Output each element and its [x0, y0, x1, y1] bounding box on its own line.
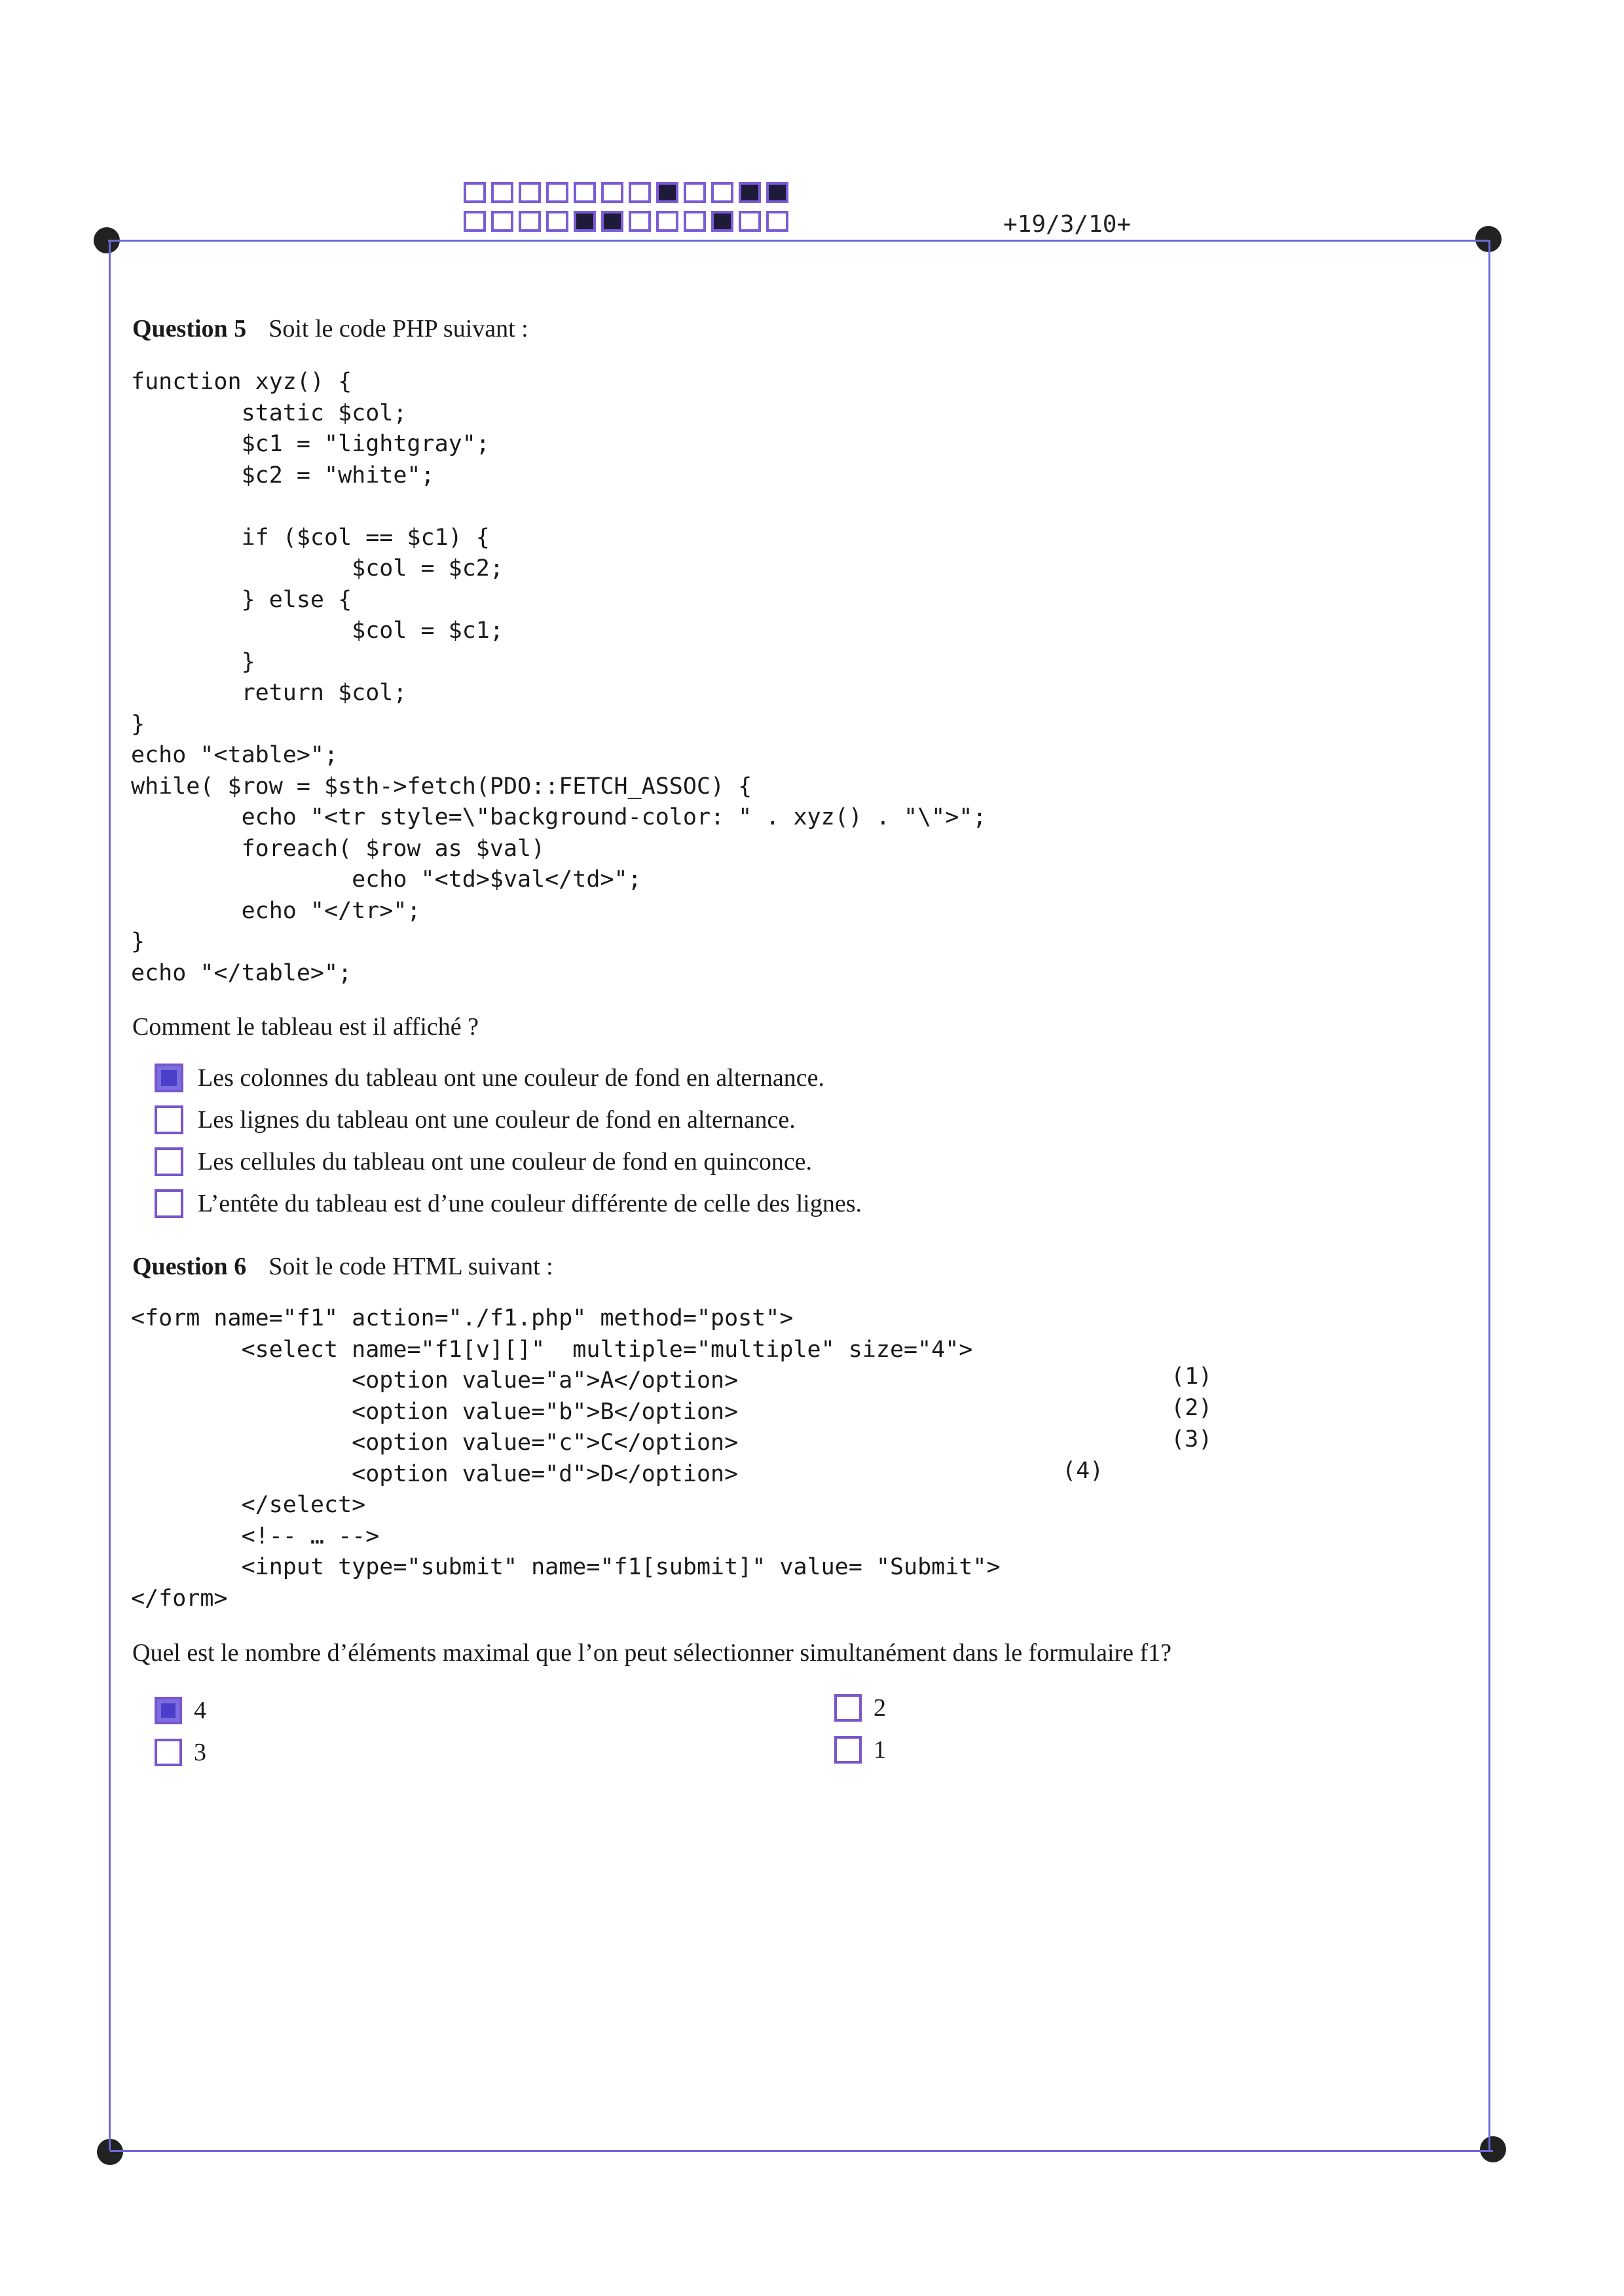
line-number-4: (4) — [1062, 1458, 1104, 1484]
code-row-2-box-6 — [601, 211, 623, 232]
line-number-1: (1) — [1171, 1363, 1213, 1390]
q5-choice-label-3: Les cellules du tableau ont une couleur de fond en quinconce. — [198, 1148, 813, 1176]
registration-mark-bottom-right — [1480, 2136, 1506, 2162]
q5-choice-3[interactable] — [155, 1147, 812, 1176]
frame-top — [108, 240, 1490, 242]
code-row-1-box-4 — [546, 182, 568, 203]
q5-choice-1[interactable] — [155, 1064, 824, 1092]
frame-bottom — [110, 2150, 1493, 2152]
q6-checkbox-3[interactable] — [155, 1739, 182, 1766]
html-code-block: <form name="f1" action="./f1.php" method="post"> <select name="f1[v][]" multiple="multiple" size="4"> <option value="a">A</option> <option value="b">B</option> <option value="c">C</option> <option value="d">D</option> </select> <!-- … --> <input type="submit" name="f1[submit]" value= "Submit"> </form> — [131, 1305, 1001, 1612]
q5-checkbox-3[interactable] — [155, 1147, 183, 1176]
q5-choice-label-1: Les colonnes du tableau ont une couleur de fond en alternance. — [198, 1064, 825, 1092]
q5-choice-4[interactable] — [155, 1189, 862, 1218]
code-row-1-box-2 — [491, 182, 513, 203]
question-5-prompt: Comment le tableau est il affiché ? — [132, 1013, 479, 1041]
question-5-intro: Soit le code PHP suivant : — [268, 315, 528, 343]
question-6-prompt: Quel est le nombre d’éléments maximal que l’on peut sélectionner simultanément dans le formulaire f1? — [132, 1639, 1172, 1667]
code-row-2-box-3 — [519, 211, 541, 232]
code-row-1-box-8 — [656, 182, 678, 203]
q6-choice-1[interactable] — [155, 1696, 206, 1725]
q5-checkbox-4[interactable] — [155, 1189, 183, 1218]
code-row-1-box-3 — [519, 182, 541, 203]
code-row-1-box-10 — [711, 182, 733, 203]
code-row-1-box-12 — [766, 182, 788, 203]
question-6-intro: Soit le code HTML suivant : — [268, 1253, 553, 1280]
q6-choice-label-4: 1 — [874, 1736, 886, 1764]
code-row-1-box-7 — [629, 182, 651, 203]
q6-choice-3[interactable] — [155, 1738, 206, 1767]
q5-choice-label-2: Les lignes du tableau ont une couleur de fond en alternance. — [198, 1106, 796, 1134]
code-row-2-box-8 — [656, 211, 678, 232]
code-row-2-box-11 — [739, 211, 761, 232]
question-5-title — [132, 314, 528, 343]
q5-checkbox-2[interactable] — [155, 1105, 183, 1134]
question-6-title — [132, 1252, 553, 1281]
frame-left — [109, 241, 111, 2151]
code-row-1-box-1 — [464, 182, 486, 203]
sheet-id-label: +19/3/10+ — [1003, 211, 1132, 238]
code-row-1-box-5 — [574, 182, 596, 203]
line-number-3: (3) — [1171, 1426, 1213, 1453]
code-row-2-box-7 — [629, 211, 651, 232]
code-row-1-box-11 — [739, 182, 761, 203]
binary-code-row-1 — [464, 182, 788, 203]
frame-right — [1488, 240, 1490, 2151]
code-row-2-box-1 — [464, 211, 486, 232]
q6-choice-2[interactable] — [834, 1694, 886, 1722]
q6-checkbox-2[interactable] — [834, 1694, 862, 1722]
code-row-2-box-5 — [574, 211, 596, 232]
code-row-2-box-2 — [491, 211, 513, 232]
code-row-2-box-4 — [546, 211, 568, 232]
code-row-2-box-9 — [684, 211, 706, 232]
binary-code-row-2 — [464, 211, 788, 232]
q5-choice-2[interactable] — [155, 1105, 796, 1134]
q6-choice-label-1: 4 — [194, 1697, 206, 1724]
q6-choice-label-3: 3 — [194, 1739, 206, 1766]
code-row-2-box-12 — [766, 211, 788, 232]
code-row-2-box-10 — [711, 211, 733, 232]
q5-choice-label-4: L’entête du tableau est d’une couleur différente de celle des lignes. — [198, 1190, 862, 1217]
q6-choice-label-2: 2 — [874, 1694, 886, 1722]
question-5-label: Question 5 — [132, 315, 247, 343]
q6-checkbox-1[interactable] — [155, 1697, 182, 1724]
code-row-1-box-6 — [601, 182, 623, 203]
question-6-label: Question 6 — [132, 1253, 247, 1280]
code-row-1-box-9 — [684, 182, 706, 203]
q6-choice-4[interactable] — [834, 1735, 886, 1764]
php-code-block: function xyz() { static $col; $c1 = "lightgray"; $c2 = "white"; if ($col == $c1) { $col = $c2; } else { $col = $c1; } return $col; } echo "<table>"; while( $row = $sth->fetch(PDO::FETCH_ASSOC) { echo "<tr style=\"background-color: " . xyz() . "\">"; foreach( $row as $val) echo "<td>$val</td>"; echo "</tr>"; } echo "</table>"; — [131, 369, 987, 986]
q6-checkbox-4[interactable] — [834, 1736, 862, 1764]
line-number-2: (2) — [1171, 1395, 1213, 1421]
q5-checkbox-1[interactable] — [155, 1064, 183, 1092]
